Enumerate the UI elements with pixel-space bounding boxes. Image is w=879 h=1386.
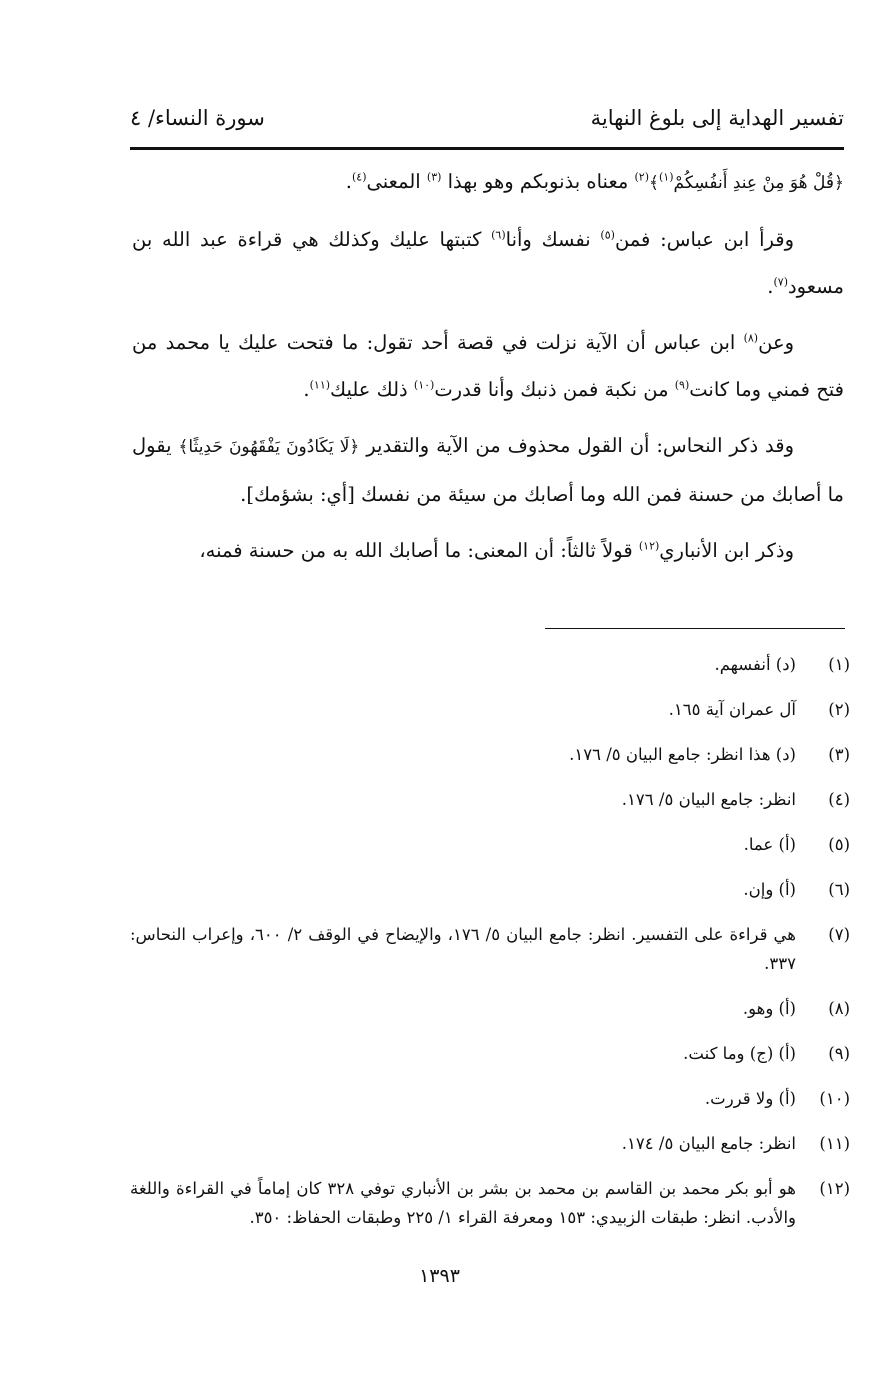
footnote-number: (٥) <box>828 835 850 854</box>
footnote-text: هو أبو بكر محمد بن القاسم بن محمد بن بشر بن الأنباري توفي ٣٢٨ كان إماماً في القراءة واللغة والأدب. انظر: طبقات الزبيدي: ١٥٣ ومعرفة القراء ١/ ٢٢٥ وطبقات الحفاظ: ٣٥٠. <box>130 1179 796 1227</box>
footnote-item <box>130 920 850 978</box>
footnote-item <box>130 740 850 769</box>
footnote-text: انظر: جامع البيان ٥/ ١٧٦. <box>621 790 796 809</box>
footnote-text: آل عمران آية ١٦٥. <box>668 700 796 719</box>
footnote-item <box>130 785 850 814</box>
footnote-ref-3[interactable]: (٣) <box>426 170 442 184</box>
page-number: ١٣٩٣ <box>419 1265 460 1287</box>
paragraph-1 <box>132 158 844 207</box>
footnote-text: (أ) وهو. <box>742 999 796 1018</box>
book-title: تفسير الهداية إلى بلوغ النهاية <box>590 106 844 130</box>
footnote-number: (٩) <box>828 1044 850 1063</box>
footnote-ref-6[interactable]: (٦) <box>491 228 506 242</box>
quran-verse: قُلْ هُوَ مِنْ عِندِ أَنفُسِكُمْ <box>673 173 835 193</box>
footnote-item <box>130 1039 850 1068</box>
footnote-text: (أ) ولا قررت. <box>704 1089 796 1108</box>
paragraph-text: يقول ما أصابك من حسنة فمن الله وما أصابك من سيئة من نفسك [أي: بشؤمك]. <box>132 434 844 506</box>
footnote-number: (٧) <box>828 925 850 944</box>
footnote-item <box>130 1129 850 1158</box>
paragraph-text: من نكبة فمن ذنبك وأنا قدرت <box>434 378 675 401</box>
footnote-number: (٢) <box>828 700 850 719</box>
footnote-text: هي قراءة على التفسير. انظر: جامع البيان ٥/ ١٧٦، والإيضاح في الوقف ٢/ ٦٠٠، وإعراب النحاس: ٣٣٧. <box>130 925 796 973</box>
footnote-text: (أ) وإن. <box>743 880 796 899</box>
paragraph-2 <box>132 216 844 310</box>
footnote-text: (أ) عما. <box>743 835 796 854</box>
quran-bracket-close: ﴾ <box>649 173 659 193</box>
paragraph-text: . <box>767 275 774 298</box>
paragraph-text: ابن عباس أن الآية نزلت في قصة أحد تقول: ما فتحت عليك يا محمد من فتح فمني وما كانت <box>132 331 844 401</box>
footnote-ref-4[interactable]: (٤) <box>352 170 367 184</box>
footnote-text: (د) أنفسهم. <box>714 655 796 674</box>
footnote-ref-2[interactable]: (٢) <box>634 170 650 184</box>
footnote-ref-7[interactable]: (٧) <box>773 275 788 289</box>
paragraph-text: المعنى <box>366 170 427 193</box>
paragraph-text: معناه بذنوبكم وهو بهذا <box>441 170 635 193</box>
paragraph-text: . <box>345 170 352 193</box>
footnote-item <box>130 830 850 859</box>
paragraph-text: كتبتها عليك وكذلك هي قراءة عبد الله بن مسعود <box>132 228 844 298</box>
paragraph-5 <box>132 527 844 574</box>
paragraph-3 <box>132 319 844 413</box>
footnote-number: (٨) <box>828 999 850 1018</box>
running-header <box>130 98 844 138</box>
footnote-ref-12[interactable]: (١٢) <box>638 539 660 553</box>
paragraph-text: . <box>303 378 310 401</box>
footnote-number: (٤) <box>828 790 850 809</box>
footnote-item <box>130 695 850 724</box>
footnote-item <box>130 650 850 679</box>
footnote-number: (١) <box>828 655 850 674</box>
quran-verse: ﴿لَا يَكَادُونَ يَفْقَهُونَ حَدِيثًا﴾ <box>178 437 360 457</box>
footnote-divider <box>545 628 845 629</box>
footnote-text: انظر: جامع البيان ٥/ ١٧٤. <box>621 1134 796 1153</box>
footnote-number: (٣) <box>828 745 850 764</box>
main-text <box>132 158 844 583</box>
footnote-text: (أ) (ج) وما كنت. <box>683 1044 796 1063</box>
paragraph-text: وذكر ابن الأنباري <box>659 539 794 562</box>
paragraph-text: وعن <box>758 331 794 354</box>
footnote-item <box>130 1174 850 1232</box>
footnote-ref-9[interactable]: (٩) <box>674 378 690 392</box>
footnote-ref-1[interactable]: (١) <box>658 170 674 184</box>
footnote-ref-10[interactable]: (١٠) <box>413 378 435 392</box>
footnote-number: (١١) <box>819 1134 850 1153</box>
surah-label: سورة النساء/ ٤ <box>130 106 265 130</box>
paragraph-text: قولاً ثالثاً: أن المعنى: ما أصابك الله به من حسنة فمنه، <box>199 539 639 562</box>
footnote-item <box>130 1084 850 1113</box>
footnote-ref-8[interactable]: (٨) <box>743 331 759 345</box>
paragraph-text: وقرأ ابن عباس: فمن <box>614 228 794 251</box>
footnote-ref-11[interactable]: (١١) <box>309 378 331 392</box>
footnotes-section <box>130 650 850 1248</box>
footnote-text: (د) هذا انظر: جامع البيان ٥/ ١٧٦. <box>569 745 796 764</box>
footnote-number: (١٠) <box>819 1089 850 1108</box>
paragraph-text: وقد ذكر النحاس: أن القول محذوف من الآية والتقدير <box>359 434 794 457</box>
footnote-item <box>130 875 850 904</box>
footnote-item <box>130 994 850 1023</box>
paragraph-text: ذلك عليك <box>330 378 414 401</box>
footnote-number: (١٢) <box>819 1179 850 1198</box>
paragraph-4 <box>132 422 844 518</box>
header-divider <box>130 147 844 150</box>
paragraph-text: نفسك وأنا <box>505 228 601 251</box>
quran-bracket-open: ﴿ <box>834 173 844 193</box>
footnote-number: (٦) <box>828 880 850 899</box>
footnote-ref-5[interactable]: (٥) <box>600 228 615 242</box>
